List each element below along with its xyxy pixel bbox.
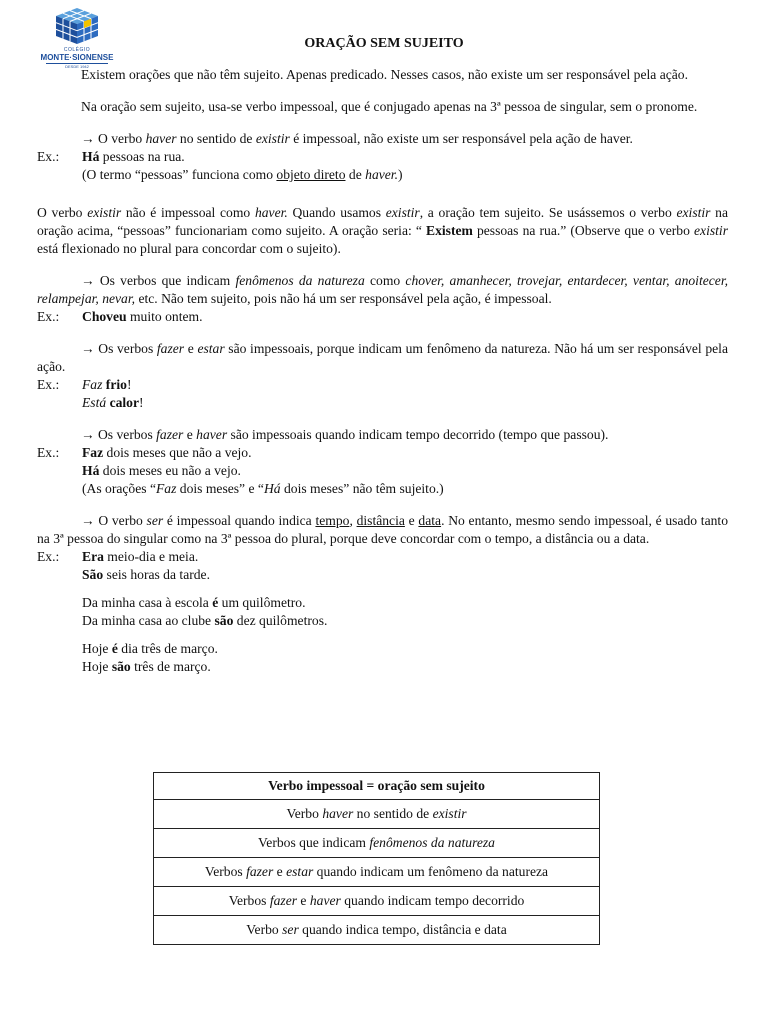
section-fazer-estar: → Os verbos fazer e estar são impessoais, porque indicam um fenômeno da natureza. Não há um ser responsável pela ação. (37, 341, 728, 374)
table-cell-fazer-estar: Verbos fazer e estar quando indicam um fenômeno da natureza (154, 858, 600, 887)
document-body (37, 66, 728, 676)
note-haver: (O termo “pessoas” funciona como objeto direto de haver.) (82, 167, 403, 182)
table-row (154, 887, 600, 916)
note-tempo: (As orações “Faz dois meses” e “Há dois meses” não têm sujeito.) (82, 481, 444, 496)
table-row (154, 773, 600, 800)
logo-line3: DESDE 1942 (46, 63, 108, 69)
example-esta-calor: Está calor! (82, 395, 144, 410)
section-ser: → O verbo ser é impessoal quando indica tempo, distância e data. No entanto, mesmo sendo impessoal, é usado tanto na 3ª pessoa do singular como na 3ª pessoa do plural, porque deve concordar com o tempo, a distância ou a data. (37, 513, 728, 546)
summary-table (153, 772, 600, 945)
table-cell-fenomenos: Verbos que indicam fenômenos da natureza (154, 829, 600, 858)
paragraph-definition: Na oração sem sujeito, usa-se verbo impessoal, que é conjugado apenas na 3ª pessoa de singular, sem o pronome. (81, 99, 698, 114)
page-title: ORAÇÃO SEM SUJEITO (304, 36, 464, 51)
example-escola: Da minha casa à escola é um quilômetro. (82, 595, 306, 610)
example-sao-horas: São seis horas da tarde. (82, 567, 210, 582)
example-era: Ex.: Era meio-dia e meia. (37, 549, 199, 564)
example-hoje-sao: Hoje são três de março. (82, 659, 211, 674)
table-row (154, 800, 600, 829)
paragraph-existir: O verbo existir não é impessoal como haver. Quando usamos existir, a oração tem sujeito. Se usássemos o verbo existir na oração acima, “pessoas” funcionariam como sujeito. A oração seria: “ Existem pessoas na rua.” (Observe que o verbo existir está flexionado no plural para concordar com o sujeito). (37, 205, 728, 256)
example-faz-frio: Ex.: Faz frio! (37, 377, 132, 392)
example-hoje-e: Hoje é dia três de março. (82, 641, 218, 656)
example-clube: Da minha casa ao clube são dez quilômetros. (82, 613, 328, 628)
example-fenomenos: Ex.: Choveu muito ontem. (37, 309, 203, 324)
table-row (154, 916, 600, 945)
table-cell-fazer-haver: Verbos fazer e haver quando indicam tempo decorrido (154, 887, 600, 916)
example-faz-meses: Ex.: Faz dois meses que não a vejo. (37, 445, 252, 460)
section-tempo-decorrido: → Os verbos fazer e haver são impessoais quando indicam tempo decorrido (tempo que passou). (81, 427, 609, 442)
logo-school-name: MONTE·SIONENSE (40, 53, 114, 62)
paragraph-intro: Existem orações que não têm sujeito. Apenas predicado. Nesses casos, não existe um ser responsável pela ação. (81, 67, 688, 82)
example-ha-meses: Há dois meses eu não a vejo. (82, 463, 241, 478)
table-row (154, 858, 600, 887)
logo-line1: COLÉGIO (63, 47, 91, 53)
section-haver: → O verbo haver no sentido de existir é impessoal, não existe um ser responsável pela ação de haver. (81, 131, 633, 146)
table-cell-haver: Verbo haver no sentido de existir (154, 800, 600, 829)
table-cell-ser: Verbo ser quando indica tempo, distância e data (154, 916, 600, 945)
table-header: Verbo impessoal = oração sem sujeito (154, 773, 600, 800)
example-haver: Ex.: Há pessoas na rua. (37, 149, 185, 164)
section-fenomenos: → Os verbos que indicam fenômenos da natureza como chover, amanhecer, trovejar, entardecer, ventar, anoitecer, relampejar, nevar, etc. Não tem sujeito, pois não há um ser responsável pela ação, é impessoal. (37, 273, 729, 306)
table-row (154, 829, 600, 858)
